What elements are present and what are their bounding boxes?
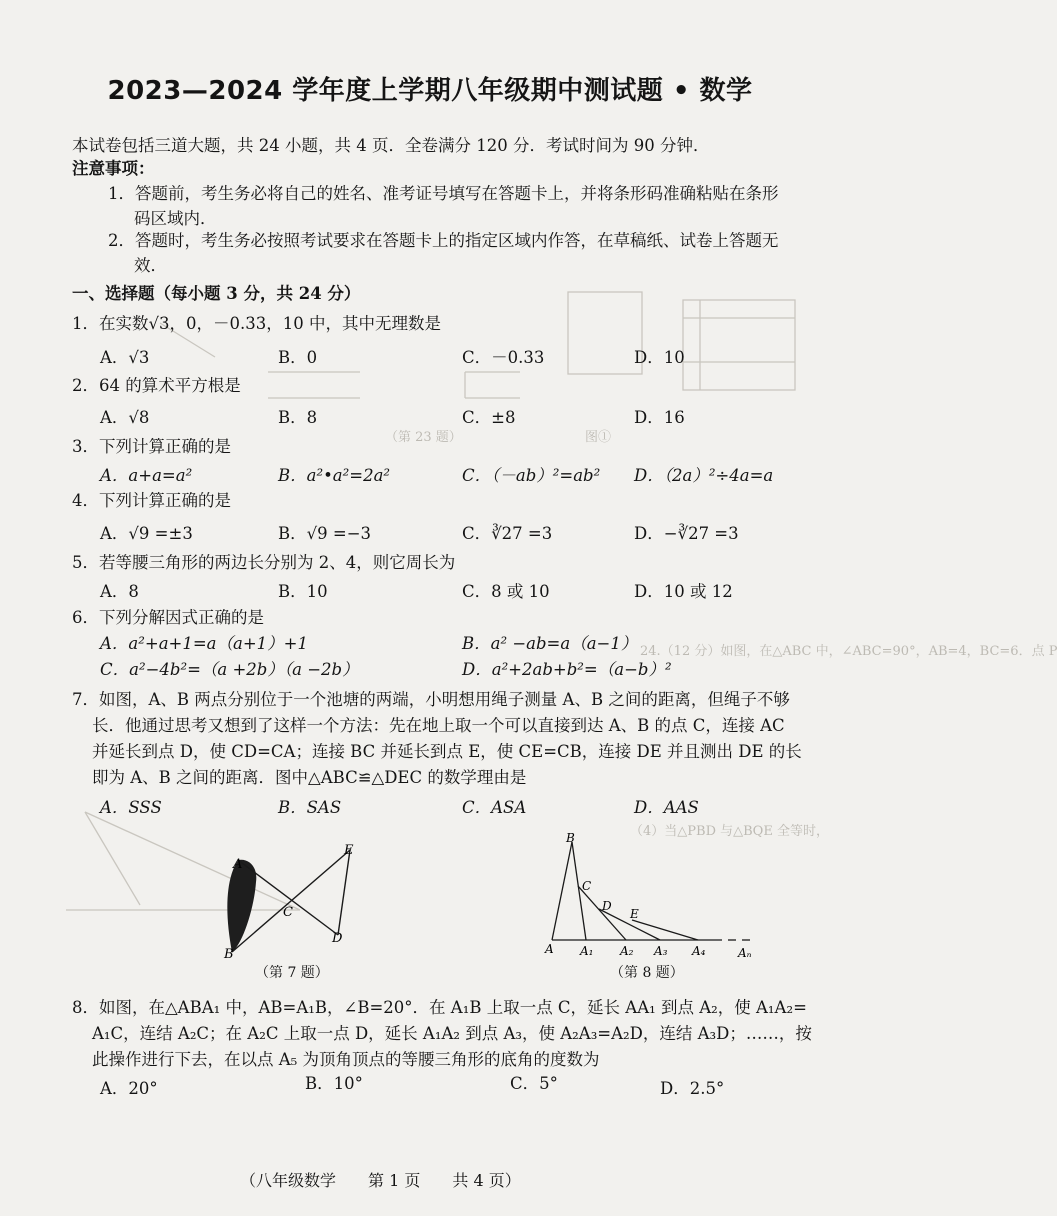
q3-option-c: C．（－ab）²=ab²	[462, 466, 601, 485]
label-d: D	[602, 899, 612, 913]
q8-option-c: C．5°	[510, 1074, 558, 1093]
question-6-stem: 6．下列分解因式正确的是	[72, 608, 264, 627]
intro-text: 本试卷包括三道大题，共 24 小题，共 4 页．全卷满分 120 分．考试时间为 90 分钟．	[72, 136, 710, 155]
q5-option-a: A．8	[100, 582, 139, 601]
q7-option-b: B．SAS	[278, 798, 342, 817]
q2-option-d: D．16	[634, 408, 685, 427]
q4-option-b: B．√9 =−3	[278, 524, 372, 543]
q8-option-b: B．10°	[305, 1074, 363, 1093]
question-4-stem: 4．下列计算正确的是	[72, 491, 231, 510]
notice-item-2-cont: 效．	[134, 256, 167, 275]
notice-item-1: 1．答题前，考生务必将自己的姓名、准考证号填写在答题卡上，并将条形码准确粘贴在条形	[108, 184, 779, 203]
q5-option-c: C．8 或 10	[462, 582, 550, 601]
label-a: A	[545, 942, 554, 956]
bleed-through-text: （第 23 题）	[385, 430, 462, 445]
q4-option-a: A．√9 =±3	[100, 524, 193, 543]
label-a3: A₃	[654, 944, 668, 958]
question-3-stem: 3．下列计算正确的是	[72, 437, 231, 456]
bleed-through-text: （4）当△PBD 与△BQE 全等时，	[630, 824, 829, 839]
question-8-line-3: 此操作进行下去，在以点 A₅ 为顶角顶点的等腰三角形的底角的度数为	[92, 1050, 600, 1069]
label-a4: A₄	[692, 944, 706, 958]
figure-8-caption: （第 8 题）	[610, 965, 684, 981]
question-2-stem: 2．64 的算术平方根是	[72, 376, 241, 395]
question-7-line-3: 并延长到点 D，使 CD=CA；连接 BC 并延长到点 E，使 CE=CB，连接 DE 并且测出 DE 的长	[92, 742, 802, 761]
q1-option-c: C．－0.33	[462, 348, 545, 367]
label-c: C	[283, 905, 293, 920]
q1-option-d: D．10	[634, 348, 685, 367]
q6-option-c: C．a²−4b²=（a +2b）（a −2b）	[100, 660, 359, 679]
figure-7-diagram	[220, 840, 360, 960]
label-c: C	[582, 879, 592, 893]
q3-option-b: B．a²•a²=2a²	[278, 466, 391, 485]
bleed-through-text: 图①	[585, 430, 612, 445]
label-e: E	[630, 907, 639, 921]
q4-option-d: D．−∛27 =3	[634, 524, 739, 543]
q1-option-b: B．0	[278, 348, 318, 367]
label-a1: A₁	[580, 944, 594, 958]
page-footer: （八年级数学 第 1 页 共 4 页）	[240, 1171, 521, 1190]
label-a2: A₂	[620, 944, 634, 958]
q8-option-d: D．2.5°	[660, 1079, 725, 1098]
figure-7-caption: （第 7 题）	[255, 965, 329, 981]
label-a: A	[233, 857, 243, 872]
label-e: E	[344, 843, 354, 858]
q3-option-d: D．（2a）²÷4a=a	[634, 466, 774, 485]
label-an: Aₙ	[738, 946, 752, 960]
pond-shape	[227, 860, 256, 952]
question-7-line-4: 即为 A、B 之间的距离．图中△ABC≌△DEC 的数学理由是	[92, 768, 527, 787]
q3-option-a: A．a+a=a²	[100, 466, 193, 485]
question-5-stem: 5．若等腰三角形的两边长分别为 2、4，则它周长为	[72, 553, 456, 572]
q5-option-b: B．10	[278, 582, 328, 601]
q6-option-d: D．a²+2ab+b²=（a−b）²	[462, 660, 672, 679]
q7-option-d: D．AAS	[634, 798, 699, 817]
q6-option-b: B．a² −ab=a（a−1）	[462, 634, 638, 653]
label-b: B	[224, 947, 234, 962]
notice-item-1-cont: 码区域内．	[134, 209, 217, 228]
question-8-line-1: 8．如图，在△ABA₁ 中，AB=A₁B，∠B=20°．在 A₁B 上取一点 C，延长 AA₁ 到点 A₂，使 A₁A₂=	[72, 998, 807, 1017]
bleed-through-text: 24.（12 分）如图，在△ABC 中，∠ABC=90°，AB=4，BC=6．点 P	[640, 644, 1057, 659]
question-7-line-1: 7．如图，A、B 两点分别位于一个池塘的两端，小明想用绳子测量 A、B 之间的距离，但绳子不够	[72, 690, 790, 709]
question-1-stem: 1．在实数√3，0，－0.33，10 中，其中无理数是	[72, 314, 441, 333]
q6-option-a: A．a²+a+1=a（a+1）+1	[100, 634, 308, 653]
q7-option-c: C．ASA	[462, 798, 527, 817]
q2-option-b: B．8	[278, 408, 318, 427]
section-heading: 一、选择题（每小题 3 分，共 24 分）	[72, 284, 361, 303]
notice-item-2: 2．答题时，考生务必按照考试要求在答题卡上的指定区域内作答，在草稿纸、试卷上答题无	[108, 231, 779, 250]
q5-option-d: D．10 或 12	[634, 582, 733, 601]
figure-8-diagram	[540, 830, 770, 970]
q2-option-a: A．√8	[100, 408, 150, 427]
notice-heading: 注意事项：	[72, 159, 155, 178]
label-b: B	[566, 831, 575, 845]
question-7-line-2: 长．他通过思考又想到了这样一个方法：先在地上取一个可以直接到达 A、B 的点 C，连接 AC	[92, 716, 785, 735]
label-d: D	[332, 931, 343, 946]
q8-option-a: A．20°	[100, 1079, 158, 1098]
page-title: 2023—2024 学年度上学期八年级期中测试题 • 数学	[107, 76, 753, 106]
q1-option-a: A．√3	[100, 348, 150, 367]
q4-option-c: C．∛27 =3	[462, 524, 553, 543]
q2-option-c: C．±8	[462, 408, 516, 427]
question-8-line-2: A₁C，连结 A₂C；在 A₂C 上取一点 D，延长 A₁A₂ 到点 A₃，使 A₂A₃=A₂D，连结 A₃D；……，按	[92, 1024, 812, 1043]
q7-option-a: A．SSS	[100, 798, 162, 817]
